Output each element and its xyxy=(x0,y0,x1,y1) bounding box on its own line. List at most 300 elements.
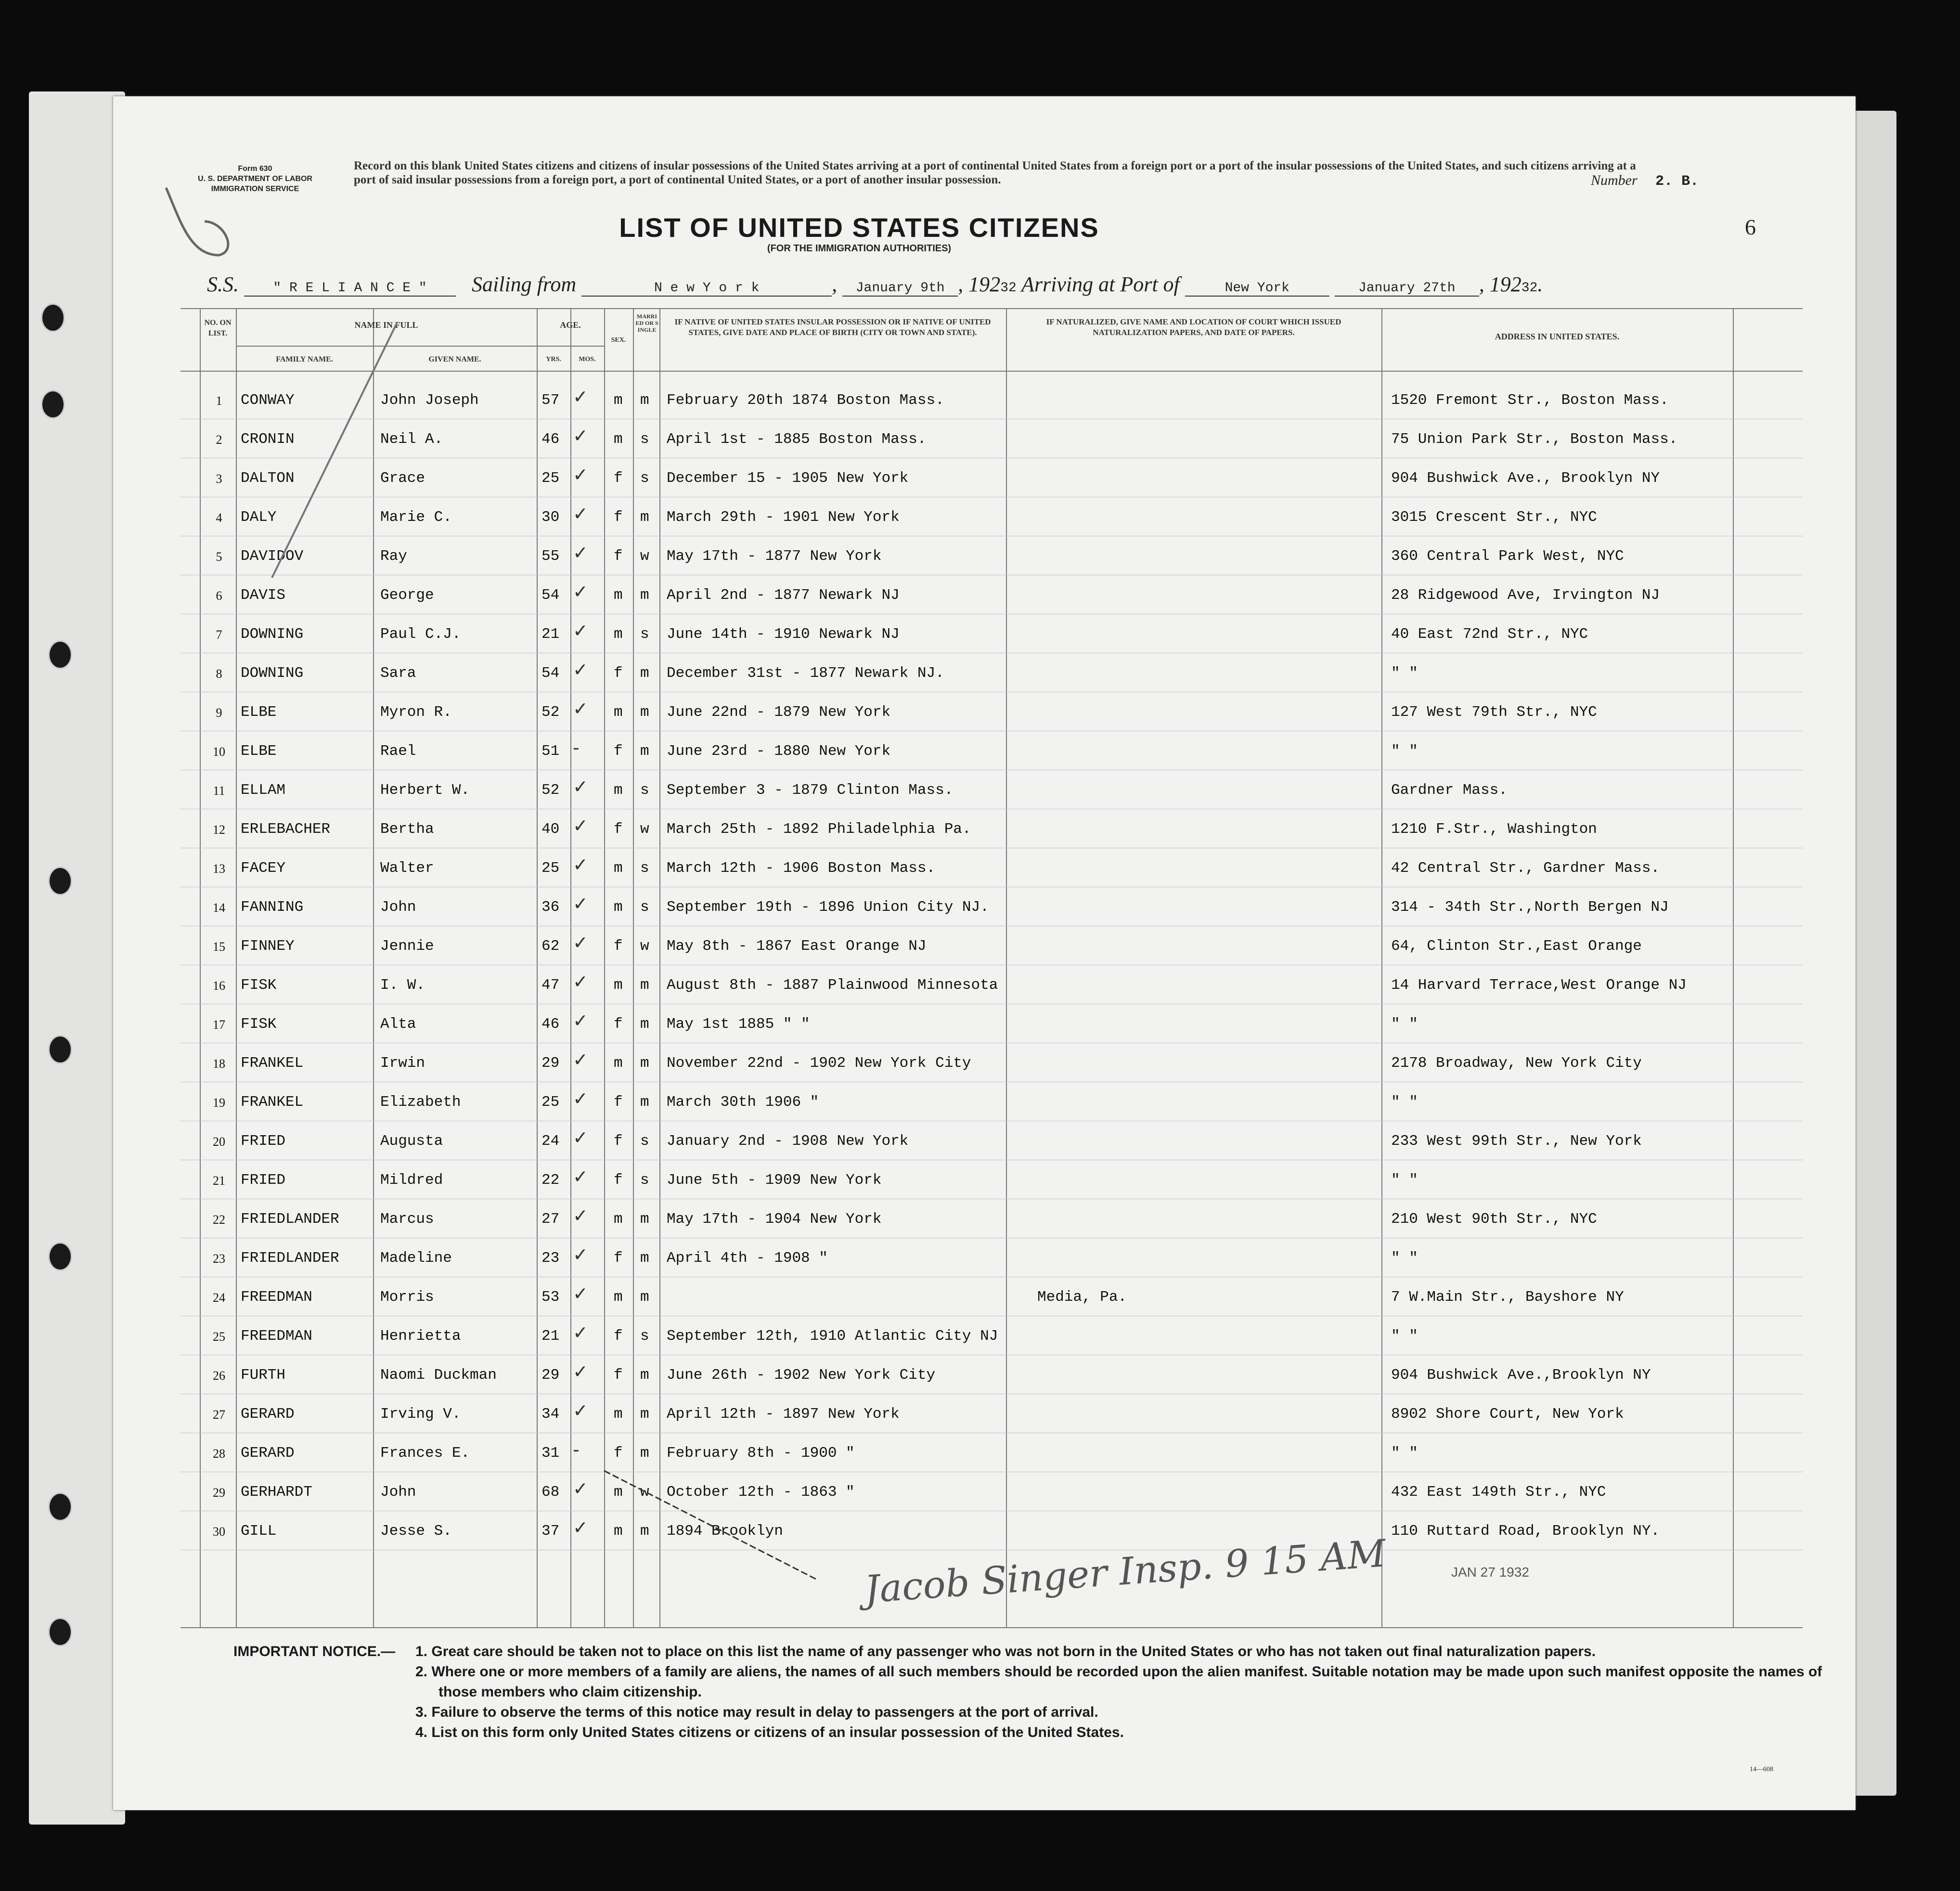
us-address: " " xyxy=(1391,1172,1418,1189)
binder-hole-6 xyxy=(48,1242,72,1271)
age-months: ✓ xyxy=(573,503,588,524)
row-number: 16 xyxy=(213,979,225,993)
sex: m xyxy=(614,431,623,448)
arrival-year: 32 xyxy=(1521,281,1538,296)
year-prefix-2: 192 xyxy=(1489,272,1522,296)
col-yrs: YRS. xyxy=(546,356,561,363)
marital-status: m xyxy=(640,743,649,760)
age-months: ✓ xyxy=(573,698,588,719)
age-months: ✓ xyxy=(573,932,588,953)
row-number: 8 xyxy=(216,667,222,681)
sex: f xyxy=(614,1016,623,1033)
us-address: " " xyxy=(1391,743,1418,760)
marital-status: m xyxy=(640,1055,649,1072)
birth-info: March 30th 1906 " xyxy=(667,1094,819,1111)
us-address: 3015 Crescent Str., NYC xyxy=(1391,509,1597,526)
page-subtitle: (FOR THE IMMIGRATION AUTHORITIES) xyxy=(767,243,952,254)
age-months: ✓ xyxy=(573,620,588,641)
age-years: 46 xyxy=(542,431,560,448)
family-name: GILL xyxy=(241,1523,277,1540)
age-years: 46 xyxy=(542,1016,560,1033)
sex: f xyxy=(614,1328,623,1345)
age-months: - xyxy=(573,1439,580,1460)
birth-info: October 12th - 1863 " xyxy=(667,1484,855,1501)
birth-info: May 17th - 1904 New York xyxy=(667,1211,882,1228)
age-months: ✓ xyxy=(573,1166,588,1187)
birth-info: May 1st 1885 " " xyxy=(667,1016,810,1033)
row-number: 17 xyxy=(213,1018,225,1032)
family-name: ELBE xyxy=(241,704,277,721)
printer-code: 14—608 xyxy=(1750,1766,1773,1773)
sex: f xyxy=(614,938,623,955)
marital-status: m xyxy=(640,1367,649,1384)
sex: m xyxy=(614,899,623,916)
marital-status: s xyxy=(640,1328,649,1345)
birth-info: September 19th - 1896 Union City NJ. xyxy=(667,899,989,916)
given-name: I. W. xyxy=(380,977,426,994)
family-name: DAVIDOV xyxy=(241,548,304,565)
given-name: Neil A. xyxy=(380,431,443,448)
family-name: CRONIN xyxy=(241,431,295,448)
family-name: GERARD xyxy=(241,1445,295,1462)
age-years: 21 xyxy=(542,1328,560,1345)
us-address: 314 - 34th Str.,North Bergen NJ xyxy=(1391,899,1669,916)
col-family-name: FAMILY NAME. xyxy=(276,355,333,363)
sex: m xyxy=(614,587,623,604)
age-years: 27 xyxy=(542,1211,560,1228)
row-number: 4 xyxy=(216,511,222,525)
family-name: ELLAM xyxy=(241,782,286,799)
row-number: 24 xyxy=(213,1291,225,1305)
row-number: 10 xyxy=(213,745,225,759)
service: IMMIGRATION SERVICE xyxy=(211,185,299,193)
age-months: ✓ xyxy=(573,971,588,992)
given-name: Frances E. xyxy=(380,1445,470,1462)
us-address: 75 Union Park Str., Boston Mass. xyxy=(1391,431,1678,448)
age-months: - xyxy=(573,737,580,758)
row-number: 22 xyxy=(213,1213,225,1227)
marital-status: m xyxy=(640,1094,649,1111)
age-years: 31 xyxy=(542,1445,560,1462)
sex: m xyxy=(614,626,623,643)
age-years: 36 xyxy=(542,899,560,916)
us-address: 7 W.Main Str., Bayshore NY xyxy=(1391,1289,1624,1306)
sex: m xyxy=(614,782,623,799)
col-age: AGE. xyxy=(560,320,581,330)
row-number: 14 xyxy=(213,901,225,915)
marital-status: m xyxy=(640,1289,649,1306)
age-years: 29 xyxy=(542,1055,560,1072)
marital-status: m xyxy=(640,1016,649,1033)
row-number: 11 xyxy=(213,784,225,798)
sex: m xyxy=(614,1406,623,1423)
marital-status: m xyxy=(640,1250,649,1267)
binder-hole-8 xyxy=(48,1618,72,1646)
row-number: 3 xyxy=(216,472,222,486)
family-name: DALTON xyxy=(241,470,295,487)
col-married-single: MARRIED OR SINGLE xyxy=(635,313,658,333)
notice-item: 4. List on this form only United States citizens or citizens of an insular possession of the United States. xyxy=(415,1724,1124,1740)
marital-status: m xyxy=(640,392,649,409)
row-number: 13 xyxy=(213,862,225,876)
family-name: DOWNING xyxy=(241,665,304,682)
age-months: ✓ xyxy=(573,425,588,446)
age-years: 51 xyxy=(542,743,560,760)
marital-status: s xyxy=(640,1133,649,1150)
col-naturalized: IF NATURALIZED, GIVE NAME AND LOCATION OF COURT WHICH ISSUED NATURALIZATION PAPERS, AND DATE OF PAPERS. xyxy=(1046,317,1341,337)
binder-hole-4 xyxy=(48,867,72,895)
form-number: Form 630 xyxy=(238,165,272,173)
sex: f xyxy=(614,821,623,838)
us-address: " " xyxy=(1391,1445,1418,1462)
us-address: 432 East 149th Str., NYC xyxy=(1391,1484,1606,1501)
age-months: ✓ xyxy=(573,1010,588,1031)
notice-item: 2. Where one or more members of a family are aliens, the names of all such members should be recorded upon the alien manifest. Suitable notation may be made upon such manifest opposite the names of those members who claim citizenship. xyxy=(415,1664,1822,1700)
marital-status: w xyxy=(640,548,649,565)
given-name: Henrietta xyxy=(380,1328,461,1345)
us-address: 110 Ruttard Road, Brooklyn NY. xyxy=(1391,1523,1660,1540)
sex: f xyxy=(614,1445,623,1462)
marital-status: m xyxy=(640,587,649,604)
row-number: 27 xyxy=(213,1408,225,1422)
family-name: FRANKEL xyxy=(241,1055,304,1072)
pencil-annotation-marks xyxy=(113,96,1856,1810)
family-name: DOWNING xyxy=(241,626,304,643)
family-name: FREEDMAN xyxy=(241,1328,312,1345)
birth-info: September 12th, 1910 Atlantic City NJ xyxy=(667,1328,998,1345)
sex: f xyxy=(614,743,623,760)
row-number: 26 xyxy=(213,1369,225,1383)
naturalization-info: Media, Pa. xyxy=(1037,1289,1127,1306)
marital-status: w xyxy=(640,938,649,955)
age-months: ✓ xyxy=(573,542,588,563)
given-name: Marie C. xyxy=(380,509,452,526)
row-number: 9 xyxy=(216,706,222,720)
birth-info: June 14th - 1910 Newark NJ xyxy=(667,626,900,643)
sex: m xyxy=(614,1523,623,1540)
age-years: 52 xyxy=(542,704,560,721)
birth-info: April 4th - 1908 " xyxy=(667,1250,828,1267)
sex: f xyxy=(614,1367,623,1384)
age-months: ✓ xyxy=(573,893,588,914)
page-number: 6 xyxy=(1745,215,1756,239)
age-months: ✓ xyxy=(573,581,588,602)
family-name: FACEY xyxy=(241,860,286,877)
row-number: 15 xyxy=(213,940,225,954)
family-name: ELBE xyxy=(241,743,277,760)
inspector-signature: Jacob Singer Insp. 9 15 AM xyxy=(863,1532,1388,1612)
given-name: Alta xyxy=(380,1016,416,1033)
binder-hole-2 xyxy=(41,390,65,419)
age-months: ✓ xyxy=(573,1205,588,1226)
col-birth: IF NATIVE OF UNITED STATES INSULAR POSSESSION OR IF NATIVE OF UNITED STATES, GIVE DATE AND PLACE OF BIRTH (CITY OR TOWN AND STATE). xyxy=(674,317,991,337)
birth-info: February 8th - 1900 " xyxy=(667,1445,855,1462)
sex: f xyxy=(614,1250,623,1267)
given-name: Jennie xyxy=(380,938,434,955)
given-name: Marcus xyxy=(380,1211,434,1228)
col-no-on-list: NO. ON LIST. xyxy=(204,319,232,337)
birth-info: February 20th 1874 Boston Mass. xyxy=(667,392,944,409)
row-number: 1 xyxy=(216,394,222,408)
age-months: ✓ xyxy=(573,1400,588,1421)
binder-hole-5 xyxy=(48,1035,72,1064)
given-name: Madeline xyxy=(380,1250,452,1267)
given-name: Bertha xyxy=(380,821,434,838)
sex: f xyxy=(614,509,623,526)
age-months: ✓ xyxy=(573,815,588,836)
us-address: 360 Central Park West, NYC xyxy=(1391,548,1624,565)
row-number: 5 xyxy=(216,550,222,564)
col-name-in-full: NAME IN FULL xyxy=(354,320,418,330)
us-address: 42 Central Str., Gardner Mass. xyxy=(1391,860,1660,877)
age-months: ✓ xyxy=(573,776,588,797)
birth-info: March 12th - 1906 Boston Mass. xyxy=(667,860,936,877)
family-name: GERHARDT xyxy=(241,1484,312,1501)
birth-info: June 23rd - 1880 New York xyxy=(667,743,891,760)
age-years: 21 xyxy=(542,626,560,643)
family-name: FINNEY xyxy=(241,938,295,955)
arrival-port: New York xyxy=(1185,281,1329,297)
birth-info: January 2nd - 1908 New York xyxy=(667,1133,909,1150)
birth-info: August 8th - 1887 Plainwood Minnesota xyxy=(667,977,998,994)
family-name: FRANKEL xyxy=(241,1094,304,1111)
notice-label: IMPORTANT NOTICE.— xyxy=(233,1644,396,1659)
birth-info: November 22nd - 1902 New York City xyxy=(667,1055,971,1072)
us-address: 904 Bushwick Ave., Brooklyn NY xyxy=(1391,470,1660,487)
family-name: DAVIS xyxy=(241,587,286,604)
birth-info: June 22nd - 1879 New York xyxy=(667,704,891,721)
birth-info: December 31st - 1877 Newark NJ. xyxy=(667,665,944,682)
us-address: 210 West 90th Str., NYC xyxy=(1391,1211,1597,1228)
family-name: FRIEDLANDER xyxy=(241,1211,339,1228)
sailing-year: 32 xyxy=(1000,281,1017,296)
col-given-name: GIVEN NAME. xyxy=(428,355,481,363)
marital-status: m xyxy=(640,977,649,994)
row-number: 2 xyxy=(216,433,222,447)
given-name: John xyxy=(380,1484,416,1501)
age-years: 57 xyxy=(542,392,560,409)
age-months: ✓ xyxy=(573,1478,588,1499)
ship-name: " R E L I A N C E " xyxy=(244,281,456,297)
sex: m xyxy=(614,1055,623,1072)
row-number: 19 xyxy=(213,1096,225,1110)
row-number: 30 xyxy=(213,1525,225,1539)
given-name: John xyxy=(380,899,416,916)
birth-info: 1894 Brooklyn xyxy=(667,1523,783,1540)
family-name: FRIEDLANDER xyxy=(241,1250,339,1267)
row-number: 21 xyxy=(213,1174,225,1188)
us-address: " " xyxy=(1391,665,1418,682)
age-months: ✓ xyxy=(573,1049,588,1070)
marital-status: m xyxy=(640,1523,649,1540)
birth-info: December 15 - 1905 New York xyxy=(667,470,909,487)
row-number: 12 xyxy=(213,823,225,837)
us-address: 1520 Fremont Str., Boston Mass. xyxy=(1391,392,1669,409)
given-name: Jesse S. xyxy=(380,1523,452,1540)
date-stamp: JAN 27 1932 xyxy=(1451,1565,1529,1580)
arriving-label: Arriving at Port of xyxy=(1021,272,1180,296)
notice-item: 1. Great care should be taken not to place on this list the name of any passenger who was not born in the United States or who has not taken out final naturalization papers. xyxy=(415,1644,1596,1659)
birth-info: September 3 - 1879 Clinton Mass. xyxy=(667,782,954,799)
age-years: 54 xyxy=(542,587,560,604)
birth-info: April 12th - 1897 New York xyxy=(667,1406,900,1423)
age-years: 54 xyxy=(542,665,560,682)
us-address: 127 West 79th Str., NYC xyxy=(1391,704,1597,721)
number-label: Number xyxy=(1591,172,1638,188)
number-value: 2. B. xyxy=(1655,173,1699,190)
given-name: Morris xyxy=(380,1289,434,1306)
year-prefix-1: 192 xyxy=(968,272,1001,296)
us-address: " " xyxy=(1391,1016,1418,1033)
given-name: John Joseph xyxy=(380,392,479,409)
age-years: 37 xyxy=(542,1523,560,1540)
given-name: Rael xyxy=(380,743,416,760)
family-name: FISK xyxy=(241,977,277,994)
us-address: 14 Harvard Terrace,West Orange NJ xyxy=(1391,977,1687,994)
family-name: GERARD xyxy=(241,1406,295,1423)
age-months: ✓ xyxy=(573,1361,588,1382)
age-months: ✓ xyxy=(573,1127,588,1148)
sex: m xyxy=(614,704,623,721)
sex: m xyxy=(614,392,623,409)
given-name: Augusta xyxy=(380,1133,443,1150)
age-years: 40 xyxy=(542,821,560,838)
age-months: ✓ xyxy=(573,1283,588,1304)
birth-info: April 1st - 1885 Boston Mass. xyxy=(667,431,927,448)
marital-status: m xyxy=(640,1445,649,1462)
age-months: ✓ xyxy=(573,464,588,485)
age-years: 55 xyxy=(542,548,560,565)
sailing-label: Sailing from xyxy=(472,272,577,296)
age-years: 29 xyxy=(542,1367,560,1384)
birth-info: June 5th - 1909 New York xyxy=(667,1172,882,1189)
given-name: Irwin xyxy=(380,1055,426,1072)
age-months: ✓ xyxy=(573,1322,588,1343)
department: U. S. DEPARTMENT OF LABOR xyxy=(198,175,312,183)
given-name: Mildred xyxy=(380,1172,443,1189)
us-address: 2178 Broadway, New York City xyxy=(1391,1055,1642,1072)
marital-status: s xyxy=(640,899,649,916)
age-years: 24 xyxy=(542,1133,560,1150)
given-name: Grace xyxy=(380,470,426,487)
given-name: Irving V. xyxy=(380,1406,461,1423)
marital-status: w xyxy=(640,821,649,838)
age-years: 23 xyxy=(542,1250,560,1267)
family-name: FANNING xyxy=(241,899,304,916)
marital-status: s xyxy=(640,626,649,643)
sex: m xyxy=(614,1484,623,1501)
us-address: 40 East 72nd Str., NYC xyxy=(1391,626,1588,643)
family-name: FURTH xyxy=(241,1367,286,1384)
birth-info: June 26th - 1902 New York City xyxy=(667,1367,936,1384)
family-name: FRIED xyxy=(241,1133,286,1150)
us-address: 64, Clinton Str.,East Orange xyxy=(1391,938,1642,955)
sex: m xyxy=(614,977,623,994)
sex: m xyxy=(614,860,623,877)
age-months: ✓ xyxy=(573,854,588,875)
marital-status: m xyxy=(640,665,649,682)
sex: f xyxy=(614,1133,623,1150)
marital-status: m xyxy=(640,1406,649,1423)
row-number: 23 xyxy=(213,1252,225,1266)
family-name: FISK xyxy=(241,1016,277,1033)
age-years: 25 xyxy=(542,470,560,487)
col-mos: MOS. xyxy=(579,356,596,363)
age-years: 53 xyxy=(542,1289,560,1306)
family-name: DALY xyxy=(241,509,277,526)
sailing-port: N e w Y o r k xyxy=(581,281,832,297)
age-years: 25 xyxy=(542,1094,560,1111)
us-address: " " xyxy=(1391,1250,1418,1267)
sex: f xyxy=(614,1172,623,1189)
marital-status: w xyxy=(640,1484,649,1501)
age-months: ✓ xyxy=(573,386,588,407)
birth-info: March 25th - 1892 Philadelphia Pa. xyxy=(667,821,971,838)
sex: f xyxy=(614,470,623,487)
given-name: Walter xyxy=(380,860,434,877)
us-address: " " xyxy=(1391,1328,1418,1345)
marital-status: s xyxy=(640,860,649,877)
sex: f xyxy=(614,1094,623,1111)
binder-hole-3 xyxy=(48,640,72,669)
birth-info: May 17th - 1877 New York xyxy=(667,548,882,565)
binder-hole-7 xyxy=(48,1492,72,1521)
sex: f xyxy=(614,665,623,682)
binder-hole-1 xyxy=(41,303,65,332)
sailing-date: January 9th xyxy=(842,281,958,297)
given-name: Naomi Duckman xyxy=(380,1367,497,1384)
us-address: 904 Bushwick Ave.,Brooklyn NY xyxy=(1391,1367,1651,1384)
row-number: 18 xyxy=(213,1057,225,1071)
marital-status: m xyxy=(640,1211,649,1228)
row-number: 20 xyxy=(213,1135,225,1149)
sex: m xyxy=(614,1211,623,1228)
marital-status: s xyxy=(640,470,649,487)
marital-status: m xyxy=(640,704,649,721)
family-name: FREEDMAN xyxy=(241,1289,312,1306)
underlying-page-left xyxy=(29,91,125,1825)
row-number: 7 xyxy=(216,628,222,642)
col-sex: SEX. xyxy=(611,337,626,344)
row-number: 25 xyxy=(213,1330,225,1344)
us-address: 8902 Shore Court, New York xyxy=(1391,1406,1624,1423)
us-address: 28 Ridgewood Ave, Irvington NJ xyxy=(1391,587,1660,604)
age-years: 68 xyxy=(542,1484,560,1501)
sex: f xyxy=(614,548,623,565)
marital-status: s xyxy=(640,1172,649,1189)
marital-status: s xyxy=(640,782,649,799)
sex: m xyxy=(614,1289,623,1306)
birth-info: April 2nd - 1877 Newark NJ xyxy=(667,587,900,604)
given-name: Ray xyxy=(380,548,407,565)
age-months: ✓ xyxy=(573,659,588,680)
page-title: LIST OF UNITED STATES CITIZENS xyxy=(619,212,1099,243)
manifest-sheet xyxy=(113,96,1856,1810)
ss-label: S.S. xyxy=(207,272,239,296)
us-address: Gardner Mass. xyxy=(1391,782,1508,799)
marital-status: s xyxy=(640,431,649,448)
notice-item: 3. Failure to observe the terms of this notice may result in delay to passengers at the port of arrival. xyxy=(415,1704,1098,1720)
given-name: Paul C.J. xyxy=(380,626,461,643)
age-years: 52 xyxy=(542,782,560,799)
row-number: 28 xyxy=(213,1447,225,1461)
family-name: ERLEBACHER xyxy=(241,821,331,838)
col-address: ADDRESS IN UNITED STATES. xyxy=(1495,332,1620,341)
family-name: CONWAY xyxy=(241,392,295,409)
family-name: FRIED xyxy=(241,1172,286,1189)
record-instructions: Record on this blank United States citizens and citizens of insular possessions of the United States arriving at a port of continental United States from a foreign port or a port of the insular possessions of the United States, and such citizens arriving at a port of said insular possessions from a foreign port, a port of continental United States, or a port of another insular possession. xyxy=(354,159,1636,186)
given-name: Sara xyxy=(380,665,416,682)
